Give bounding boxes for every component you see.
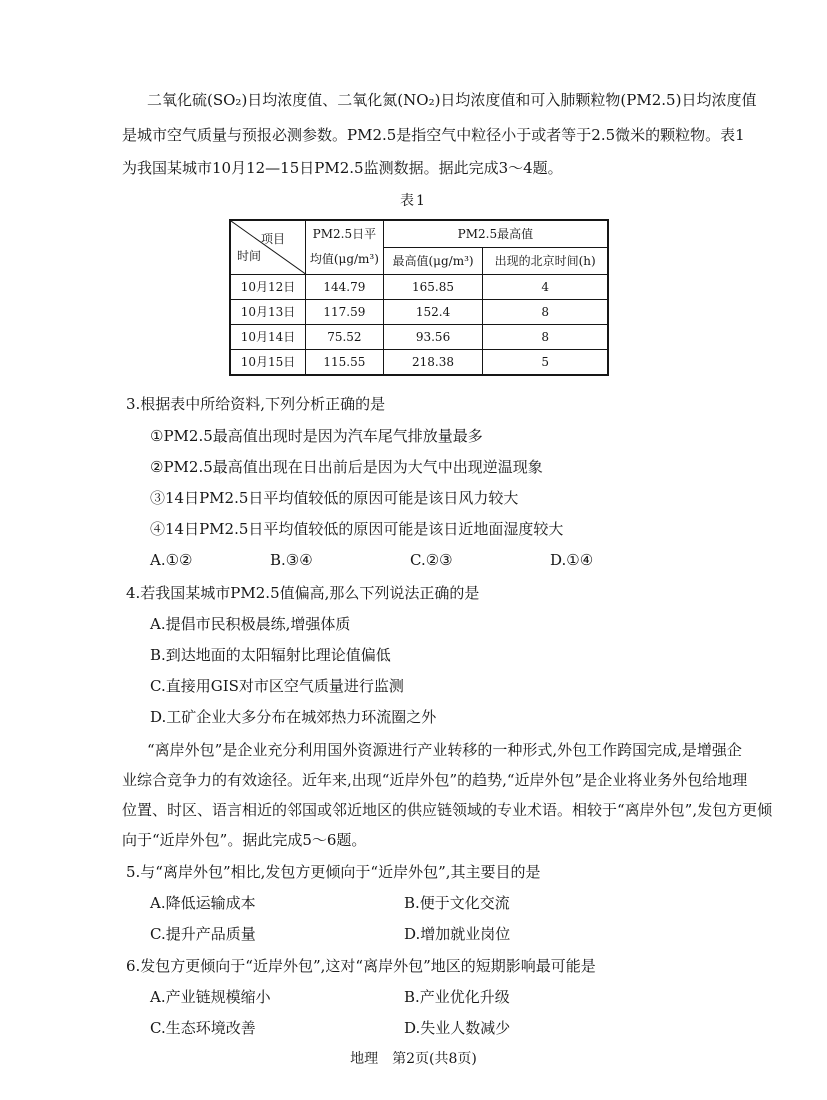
cell-date: 10月13日 xyxy=(230,299,306,324)
q3-statement-1: ①PM2.5最高值出现时是因为汽车尾气排放量最多 xyxy=(150,427,483,445)
intro-paragraph-2-line-3: 位置、时区、语言相近的邻国或邻近地区的供应链领域的专业术语。相较于“离岸外包”,发包方更倾 xyxy=(122,801,773,819)
pm25-table xyxy=(229,219,609,376)
header-avg-line-2: 均值(μg/m³) xyxy=(309,252,379,267)
table-caption: 表1 xyxy=(400,193,427,209)
header-max: 最高值(μg/m³) xyxy=(383,247,483,274)
q3-option-a: A.①② xyxy=(150,551,193,569)
cell-avg: 75.52 xyxy=(306,324,384,349)
intro-paragraph-1-line-2: 是城市空气质量与预报必测参数。PM2.5是指空气中粒径小于或者等于2.5微米的颗粒物。表1 xyxy=(122,126,745,144)
cell-max: 218.38 xyxy=(383,349,483,375)
cell-max: 93.56 xyxy=(383,324,483,349)
corner-item-label: 项目 xyxy=(261,232,286,246)
cell-hour: 5 xyxy=(483,349,608,375)
q4-option-a: A.提倡市民积极晨练,增强体质 xyxy=(150,615,351,633)
table-row xyxy=(230,299,608,324)
cell-max: 165.85 xyxy=(383,274,483,299)
corner-time-label: 时间 xyxy=(237,248,262,263)
q6-options-row-1 xyxy=(150,987,710,1007)
cell-max: 152.4 xyxy=(383,299,483,324)
cell-hour: 8 xyxy=(483,324,608,349)
q3-options xyxy=(150,550,710,570)
table-row xyxy=(230,324,608,349)
intro-paragraph-1-line-1: 二氧化硫(SO₂)日均浓度值、二氧化氮(NO₂)日均浓度值和可入肺颗粒物(PM2.5)日均浓度值 xyxy=(147,91,757,109)
q3-option-b: B.③④ xyxy=(270,551,313,569)
cell-hour: 8 xyxy=(483,299,608,324)
cell-avg: 144.79 xyxy=(306,274,384,299)
intro-paragraph-2-line-4: 向于“近岸外包”。据此完成5～6题。 xyxy=(122,831,367,849)
header-avg-line-1: PM2.5日平 xyxy=(312,227,377,242)
table-row xyxy=(230,274,608,299)
q6-options-row-2 xyxy=(150,1018,710,1038)
header-avg xyxy=(306,220,384,274)
q6-option-a: A.产业链规模缩小 xyxy=(150,988,271,1006)
cell-date: 10月12日 xyxy=(230,274,306,299)
q3-option-d: D.①④ xyxy=(550,551,594,569)
q4-option-c: C.直接用GIS对市区空气质量进行监测 xyxy=(150,677,404,695)
question-6-stem: 6.发包方更倾向于“近岸外包”,这对“离岸外包”地区的短期影响最可能是 xyxy=(126,957,596,975)
q5-options-row-2 xyxy=(150,924,710,944)
cell-avg: 115.55 xyxy=(306,349,384,375)
q3-statement-4: ④14日PM2.5日平均值较低的原因可能是该日近地面湿度较大 xyxy=(150,520,564,538)
intro-paragraph-1-line-3: 为我国某城市10月12—15日PM2.5监测数据。据此完成3～4题。 xyxy=(122,159,563,177)
q5-option-b: B.便于文化交流 xyxy=(404,894,510,912)
q3-statement-3: ③14日PM2.5日平均值较低的原因可能是该日风力较大 xyxy=(150,489,519,507)
q5-option-a: A.降低运输成本 xyxy=(150,894,256,912)
table-corner-cell xyxy=(230,220,306,274)
q5-options-row-1 xyxy=(150,893,710,913)
intro-paragraph-2-line-1: “离岸外包”是企业充分利用国外资源进行产业转移的一种形式,外包工作跨国完成,是增强企 xyxy=(147,741,742,759)
header-max-group: PM2.5最高值 xyxy=(383,220,608,247)
q6-option-d: D.失业人数减少 xyxy=(404,1019,511,1037)
cell-date: 10月15日 xyxy=(230,349,306,375)
q4-option-b: B.到达地面的太阳辐射比理论值偏低 xyxy=(150,646,391,664)
q6-option-b: B.产业优化升级 xyxy=(404,988,510,1006)
header-time: 出现的北京时间(h) xyxy=(483,247,608,274)
q3-statement-2: ②PM2.5最高值出现在日出前后是因为大气中出现逆温现象 xyxy=(150,458,543,476)
question-5-stem: 5.与“离岸外包”相比,发包方更倾向于“近岸外包”,其主要目的是 xyxy=(126,863,541,881)
q4-option-d: D.工矿企业大多分布在城郊热力环流圈之外 xyxy=(150,708,437,726)
page-footer: 地理 第2页(共8页) xyxy=(350,1051,477,1067)
intro-paragraph-2-line-2: 业综合竞争力的有效途径。近年来,出现“近岸外包”的趋势,“近岸外包”是企业将业务外包给地理 xyxy=(122,771,748,789)
table-row xyxy=(230,349,608,375)
cell-date: 10月14日 xyxy=(230,324,306,349)
q5-option-d: D.增加就业岗位 xyxy=(404,925,511,943)
q5-option-c: C.提升产品质量 xyxy=(150,925,256,943)
q6-option-c: C.生态环境改善 xyxy=(150,1019,256,1037)
question-3-stem: 3.根据表中所给资料,下列分析正确的是 xyxy=(126,395,386,413)
q3-option-c: C.②③ xyxy=(410,551,453,569)
cell-hour: 4 xyxy=(483,274,608,299)
question-4-stem: 4.若我国某城市PM2.5值偏高,那么下列说法正确的是 xyxy=(126,584,480,602)
cell-avg: 117.59 xyxy=(306,299,384,324)
